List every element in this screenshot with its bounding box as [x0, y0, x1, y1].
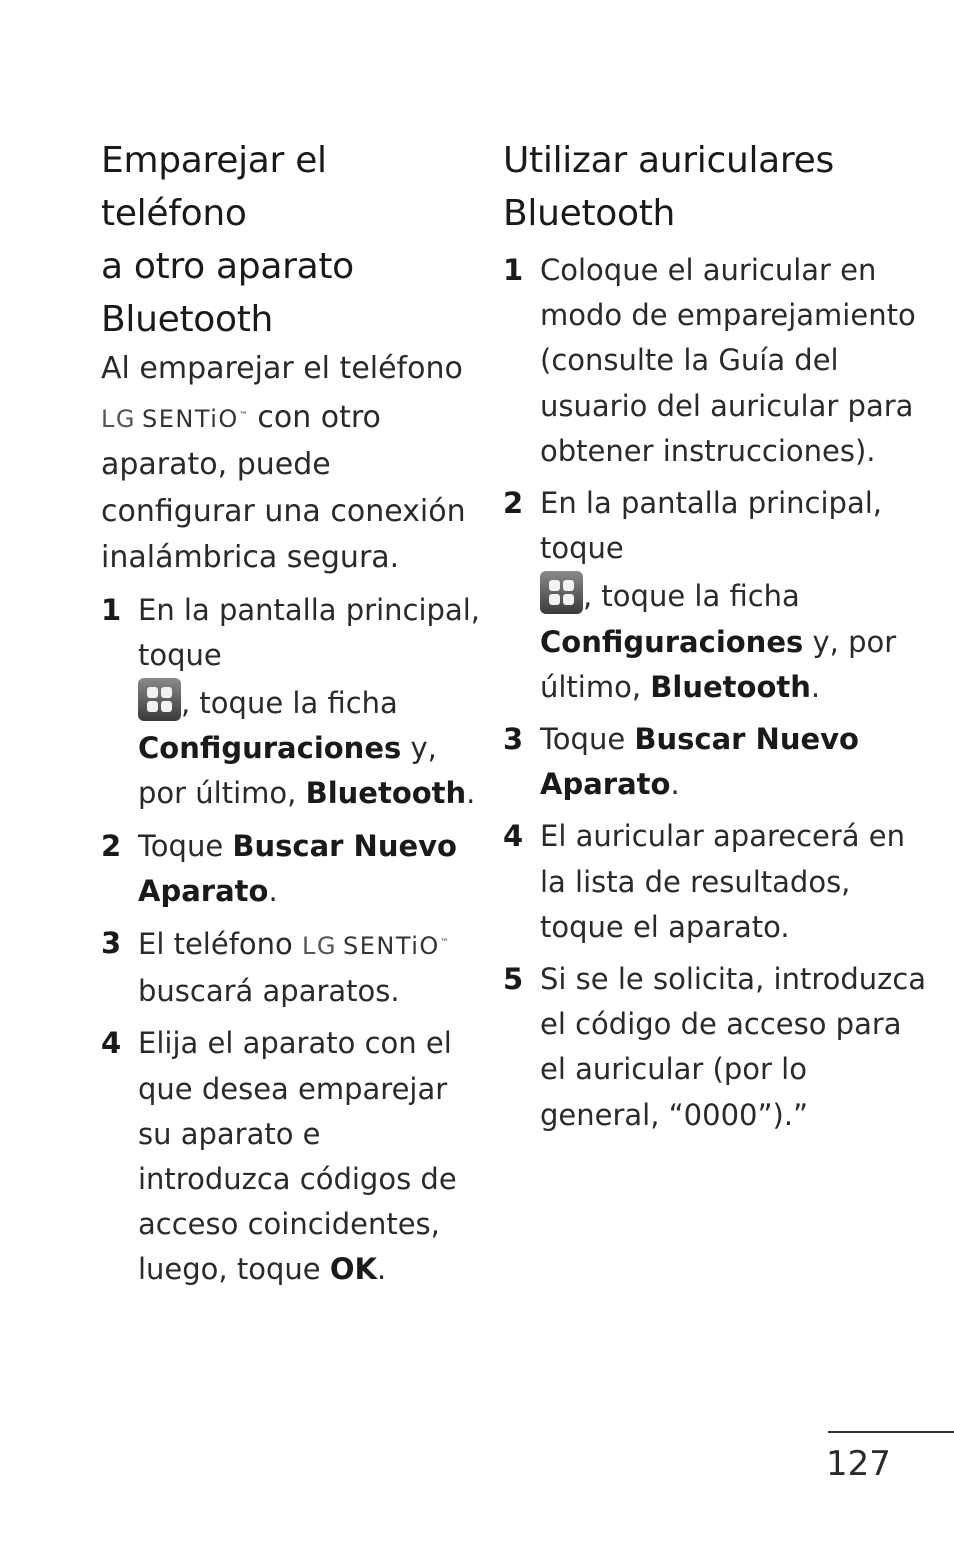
step-text: . — [268, 873, 278, 908]
left-title-line: a otro aparato — [101, 246, 354, 287]
step-number: 1 — [101, 592, 122, 627]
left-title-line: Emparejar el teléfono — [101, 140, 327, 234]
step-text: Toque — [540, 722, 635, 757]
list-item — [101, 824, 481, 914]
list-item — [101, 921, 481, 1014]
step-number: 5 — [503, 962, 524, 997]
list-item — [101, 1021, 481, 1292]
step-text: . — [810, 669, 821, 704]
step-text: En la pantalla principal, toque — [540, 486, 882, 566]
step-text: En la pantalla principal, toque — [138, 592, 480, 672]
step-number: 2 — [503, 486, 524, 521]
list-item — [503, 717, 933, 807]
trademark-mark: ™ — [238, 410, 248, 421]
option-buscar-nuevo-aparato: Buscar Nuevo Aparato — [540, 722, 859, 802]
apps-grid-icon — [540, 571, 583, 614]
list-item — [503, 957, 933, 1138]
step-text: El teléfono — [138, 926, 303, 961]
step-text: Coloque el auricular en modo de emparejamiento (consulte la Guía del usuario del auricular para obtener instrucciones). — [540, 253, 916, 468]
left-intro-paragraph — [101, 346, 481, 582]
left-title-line: Bluetooth — [101, 299, 274, 340]
page-number-rule — [828, 1431, 954, 1433]
step-text: Si se le solicita, introduzca el código de acceso para el auricular (por lo general, “0000”).” — [540, 962, 927, 1132]
step-text: . — [670, 767, 680, 802]
list-item — [503, 481, 933, 710]
ok-label: OK — [329, 1252, 377, 1287]
list-item — [503, 814, 933, 950]
right-steps-list — [503, 248, 933, 1138]
trademark-mark: ™ — [439, 937, 449, 948]
list-item — [101, 588, 481, 817]
page-number: 127 — [826, 1444, 891, 1484]
step-text: , toque la ficha — [583, 579, 800, 614]
menu-bluetooth: Bluetooth — [305, 776, 467, 811]
option-buscar-nuevo-aparato: Buscar Nuevo Aparato — [138, 828, 457, 908]
step-number: 4 — [101, 1026, 122, 1061]
lg-sentio-logo — [101, 405, 248, 433]
intro-text-end: con otro aparato, puede configurar una conexión inalámbrica segura. — [101, 399, 466, 575]
step-text: El auricular aparecerá en la lista de resultados, toque el aparato. — [540, 819, 906, 944]
intro-text-start: Al emparejar el teléfono — [101, 351, 463, 386]
step-number: 3 — [101, 925, 122, 960]
menu-bluetooth: Bluetooth — [650, 669, 811, 704]
menu-configuraciones: Configuraciones — [540, 624, 804, 659]
step-text: Elija el aparato con el que desea emparejar su aparato e introduzca códigos de acceso coincidentes, luego, toque — [138, 1026, 457, 1287]
apps-grid-icon — [138, 678, 181, 721]
right-section-title — [503, 134, 933, 240]
step-text: y, por último, — [540, 624, 897, 704]
menu-configuraciones: Configuraciones — [138, 731, 402, 766]
left-section-title — [101, 134, 481, 346]
step-text: y, por último, — [138, 731, 437, 811]
sentio-logo-text: SENTiO — [342, 931, 440, 960]
right-column — [503, 134, 933, 1145]
step-number: 2 — [101, 828, 122, 863]
step-text: . — [466, 776, 476, 811]
step-text: Toque — [138, 828, 233, 863]
step-number: 4 — [503, 819, 524, 854]
step-text: buscará aparatos. — [138, 974, 400, 1009]
right-title-line: Bluetooth — [503, 193, 676, 234]
left-steps-list — [101, 588, 481, 1293]
step-number: 3 — [503, 722, 524, 757]
sentio-logo-text: SENTiO — [141, 404, 239, 433]
step-text: , toque la ficha — [181, 685, 398, 720]
lg-logo-text: LG — [101, 404, 136, 433]
left-column — [101, 134, 481, 1300]
lg-sentio-logo — [302, 932, 449, 960]
step-number: 1 — [503, 253, 524, 287]
right-title-line: Utilizar auriculares — [503, 140, 834, 181]
step-text: . — [376, 1252, 387, 1287]
lg-logo-text: LG — [302, 931, 337, 960]
list-item — [503, 248, 933, 474]
